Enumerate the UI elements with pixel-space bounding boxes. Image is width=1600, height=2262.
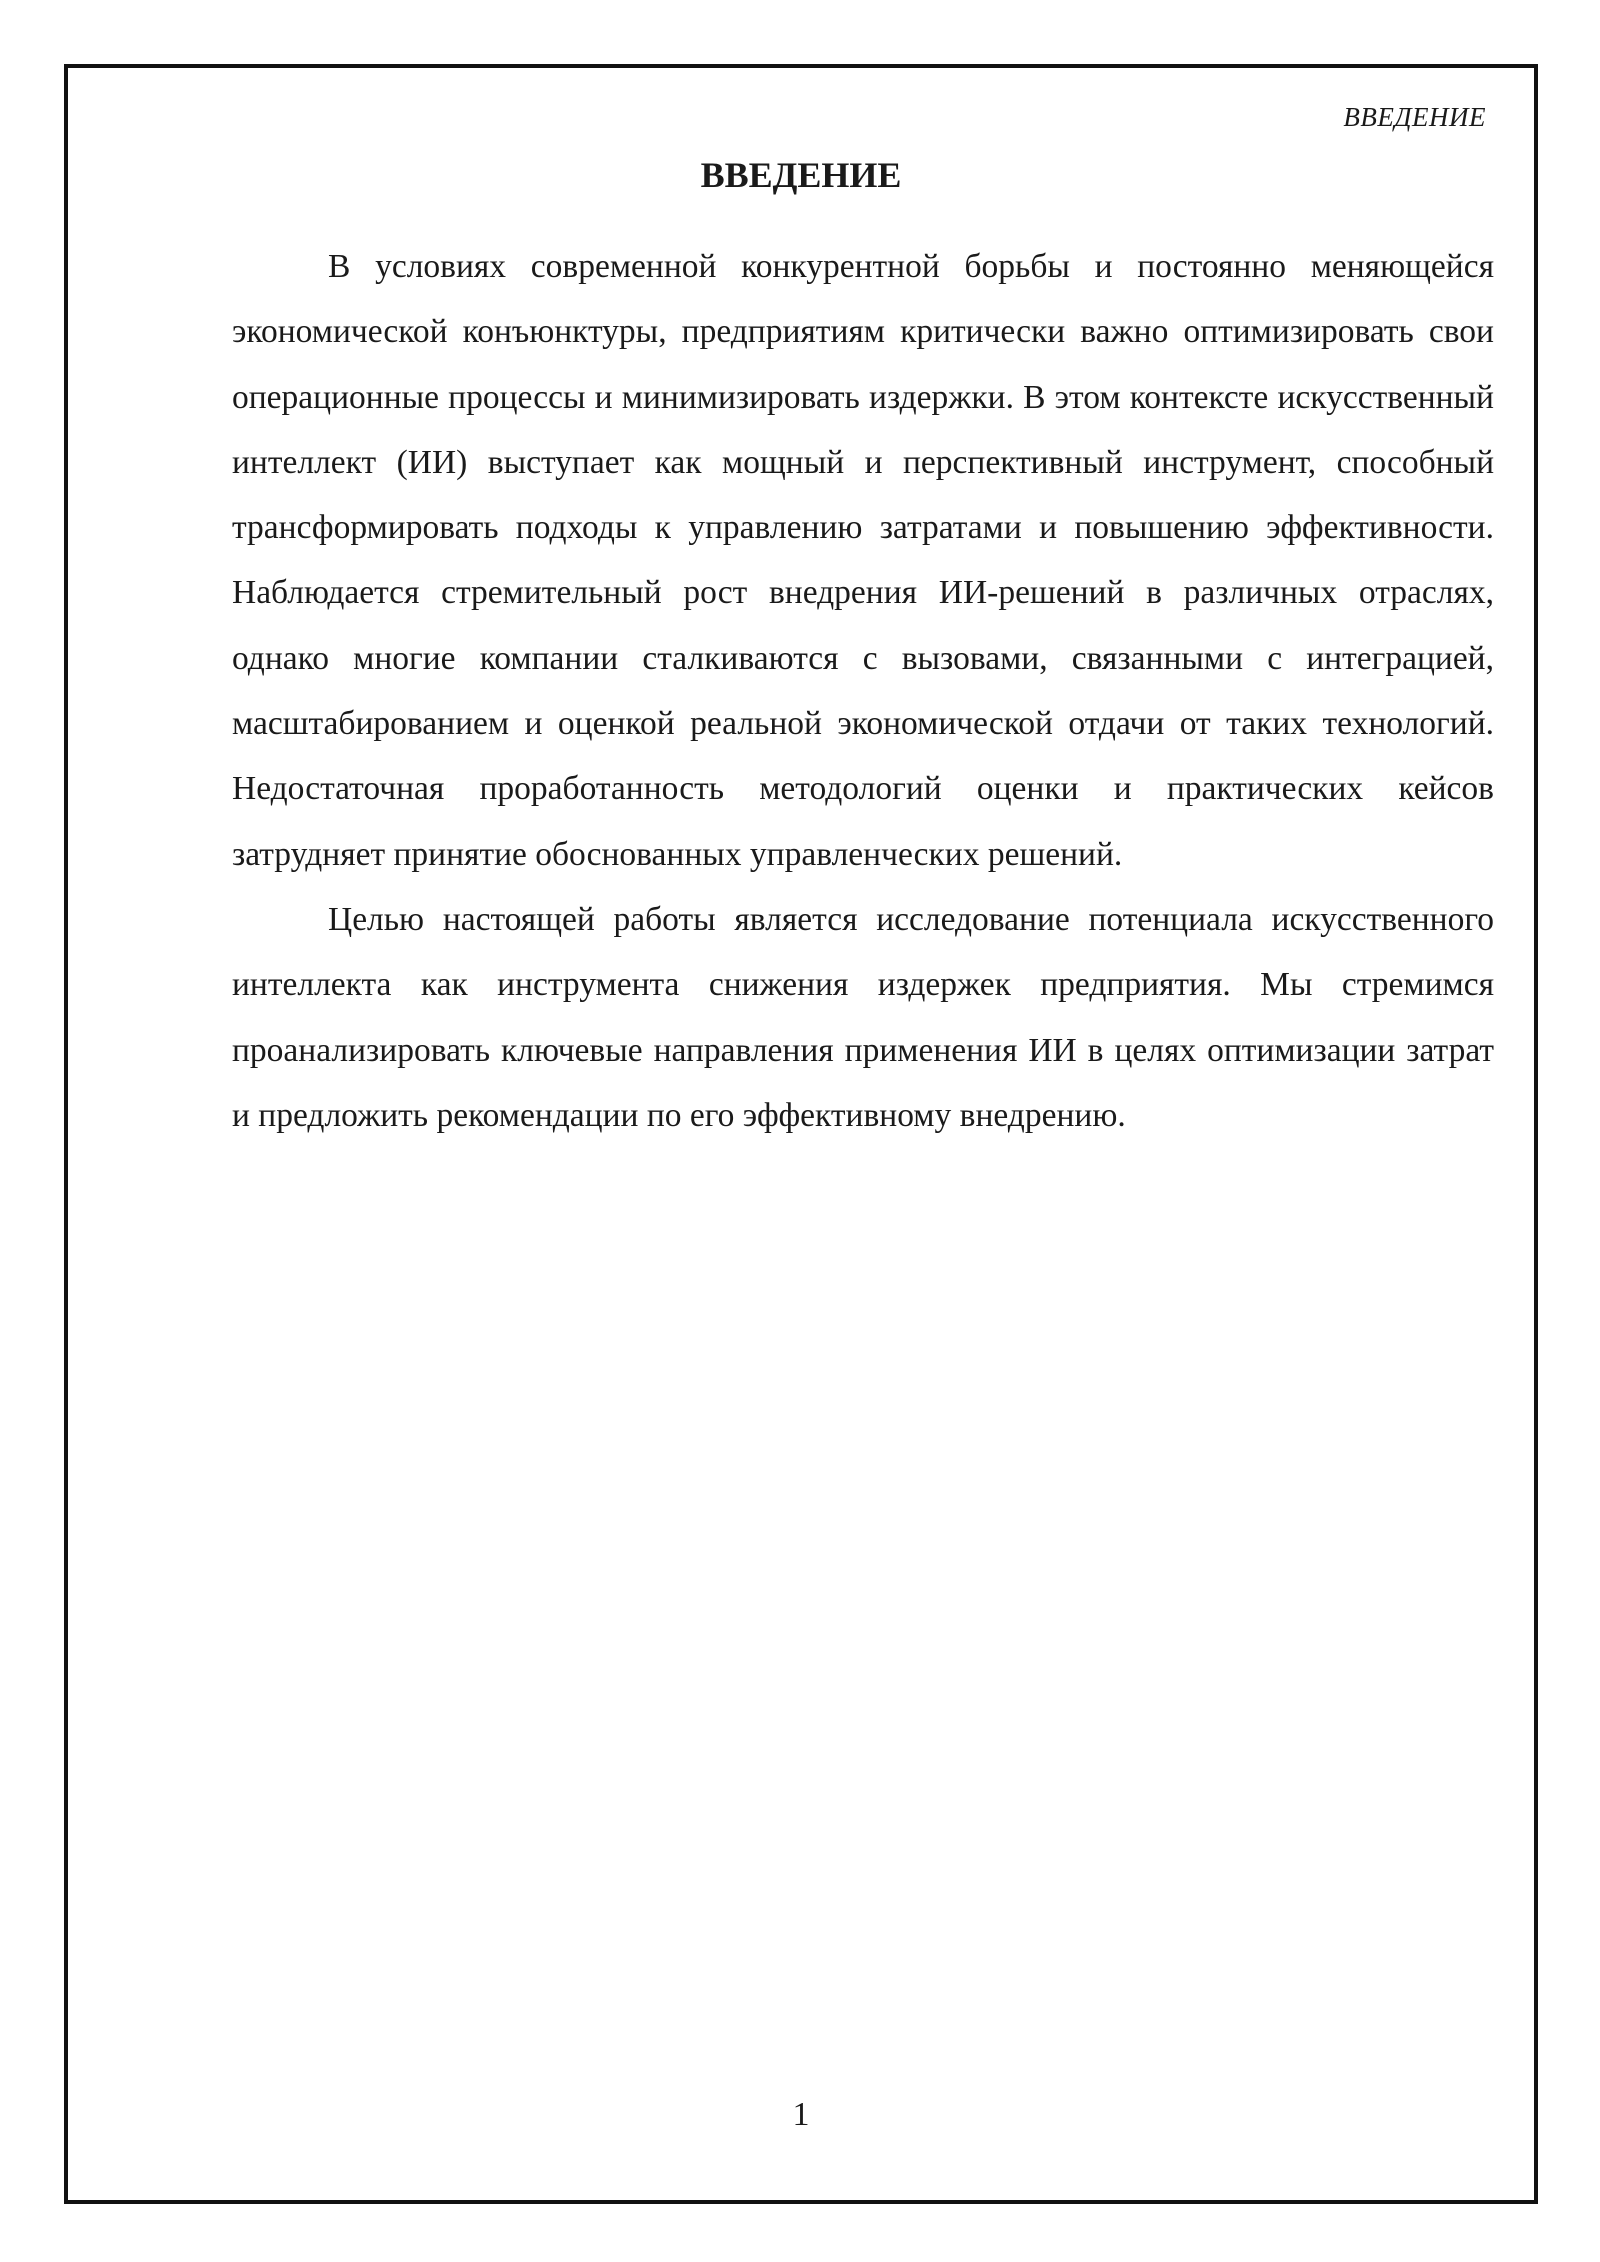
page-frame (64, 64, 1538, 2204)
body-text (232, 234, 1494, 1148)
paragraph: В условиях современной конкурентной борьбы и постоянно меняющейся экономической конъюнктуры, предприятиям критически важно оптимизировать свои операционные процессы и минимизировать издержки. В этом контексте искусственный интеллект (ИИ) выступает как мощный и перспективный инструмент, способный трансформировать подходы к управлению затратами и повышению эффективности. Наблюдается стремительный рост внедрения ИИ-решений в различных отраслях, однако многие компании сталкиваются с вызовами, связанными с интеграцией, масштабированием и оценкой реальной экономической отдачи от таких технологий. Недостаточная проработанность методологий оценки и практических кейсов затрудняет принятие обоснованных управленческих решений. (232, 248, 1494, 873)
section-title: ВВЕДЕНИЕ (700, 155, 902, 195)
paragraph: Целью настоящей работы является исследование потенциала искусственного интеллекта как инструмента снижения издержек предприятия. Мы стремимся проанализировать ключевые направления применения ИИ в целях оптимизации затрат и предложить рекомендации по его эффективному внедрению. (232, 900, 1494, 1134)
page-number: 1 (792, 2096, 810, 2133)
running-header: ВВЕДЕНИЕ (1343, 102, 1486, 132)
